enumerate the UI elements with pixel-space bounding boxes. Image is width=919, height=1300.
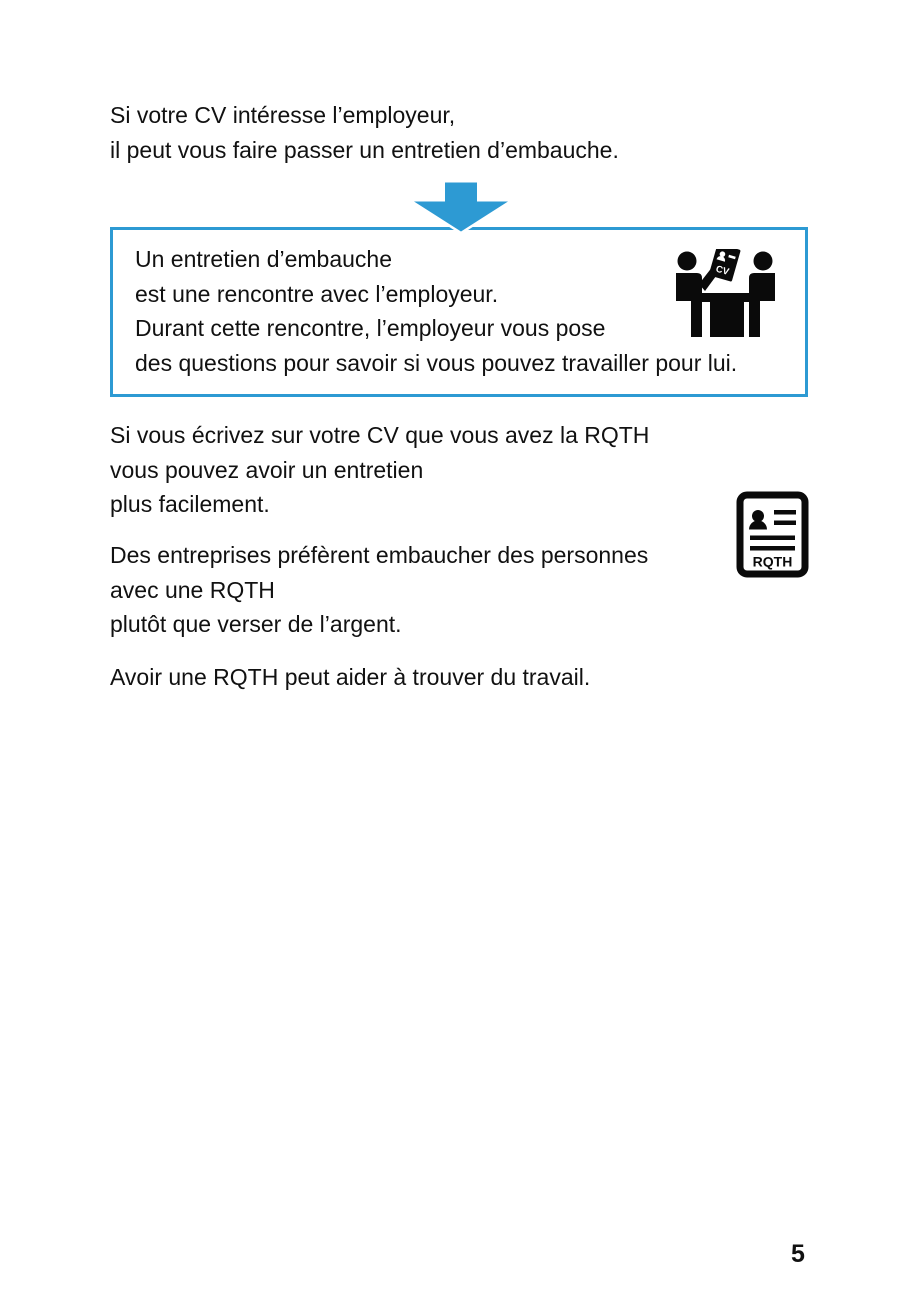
definition-line-1: Un entretien d’embauche — [135, 246, 392, 272]
rqth-line-3: plus facilement. — [110, 491, 270, 517]
rqth-card-person-head — [752, 510, 764, 522]
companies-line-2: avec une RQTH — [110, 576, 275, 603]
companies-line-1: Des entreprises préfèrent embaucher des personnes — [110, 542, 649, 568]
conclusion-line-1: Avoir une RQTH peut aider à trouver du travail. — [110, 664, 591, 690]
rqth-card-icon — [736, 491, 809, 578]
table-pedestal — [710, 302, 744, 337]
conclusion-paragraph — [110, 660, 590, 695]
definition-line-4: des questions pour savoir si vous pouvez travailler pour lui. — [135, 349, 738, 376]
intro-line-2: il peut vous faire passer un entretien d’embauche. — [110, 136, 619, 163]
cv-document-label: CV — [714, 263, 731, 278]
companies-line-3: plutôt que verser de l’argent. — [110, 611, 402, 637]
rqth-line-2: vous pouvez avoir un entretien — [110, 456, 424, 483]
interview-at-table-icon — [672, 249, 779, 338]
down-arrow-icon — [412, 181, 510, 234]
rqth-line-1: Si vous écrivez sur votre CV que vous avez la RQTH — [110, 422, 650, 448]
companies-paragraph — [110, 538, 648, 642]
interview-left-person-head — [678, 252, 697, 271]
table-top — [702, 293, 752, 302]
page-number: 5 — [791, 1240, 805, 1268]
definition-line-3: Durant cette rencontre, l’employeur vous pose — [135, 315, 606, 341]
interview-right-person-head — [754, 252, 773, 271]
rqth-card-label: RQTH — [752, 553, 793, 570]
rqth-paragraph — [110, 418, 649, 522]
intro-line-1: Si votre CV intéresse l’employeur, — [110, 102, 456, 128]
intro-paragraph — [110, 98, 619, 167]
definition-line-2: est une rencontre avec l’employeur. — [135, 280, 499, 307]
